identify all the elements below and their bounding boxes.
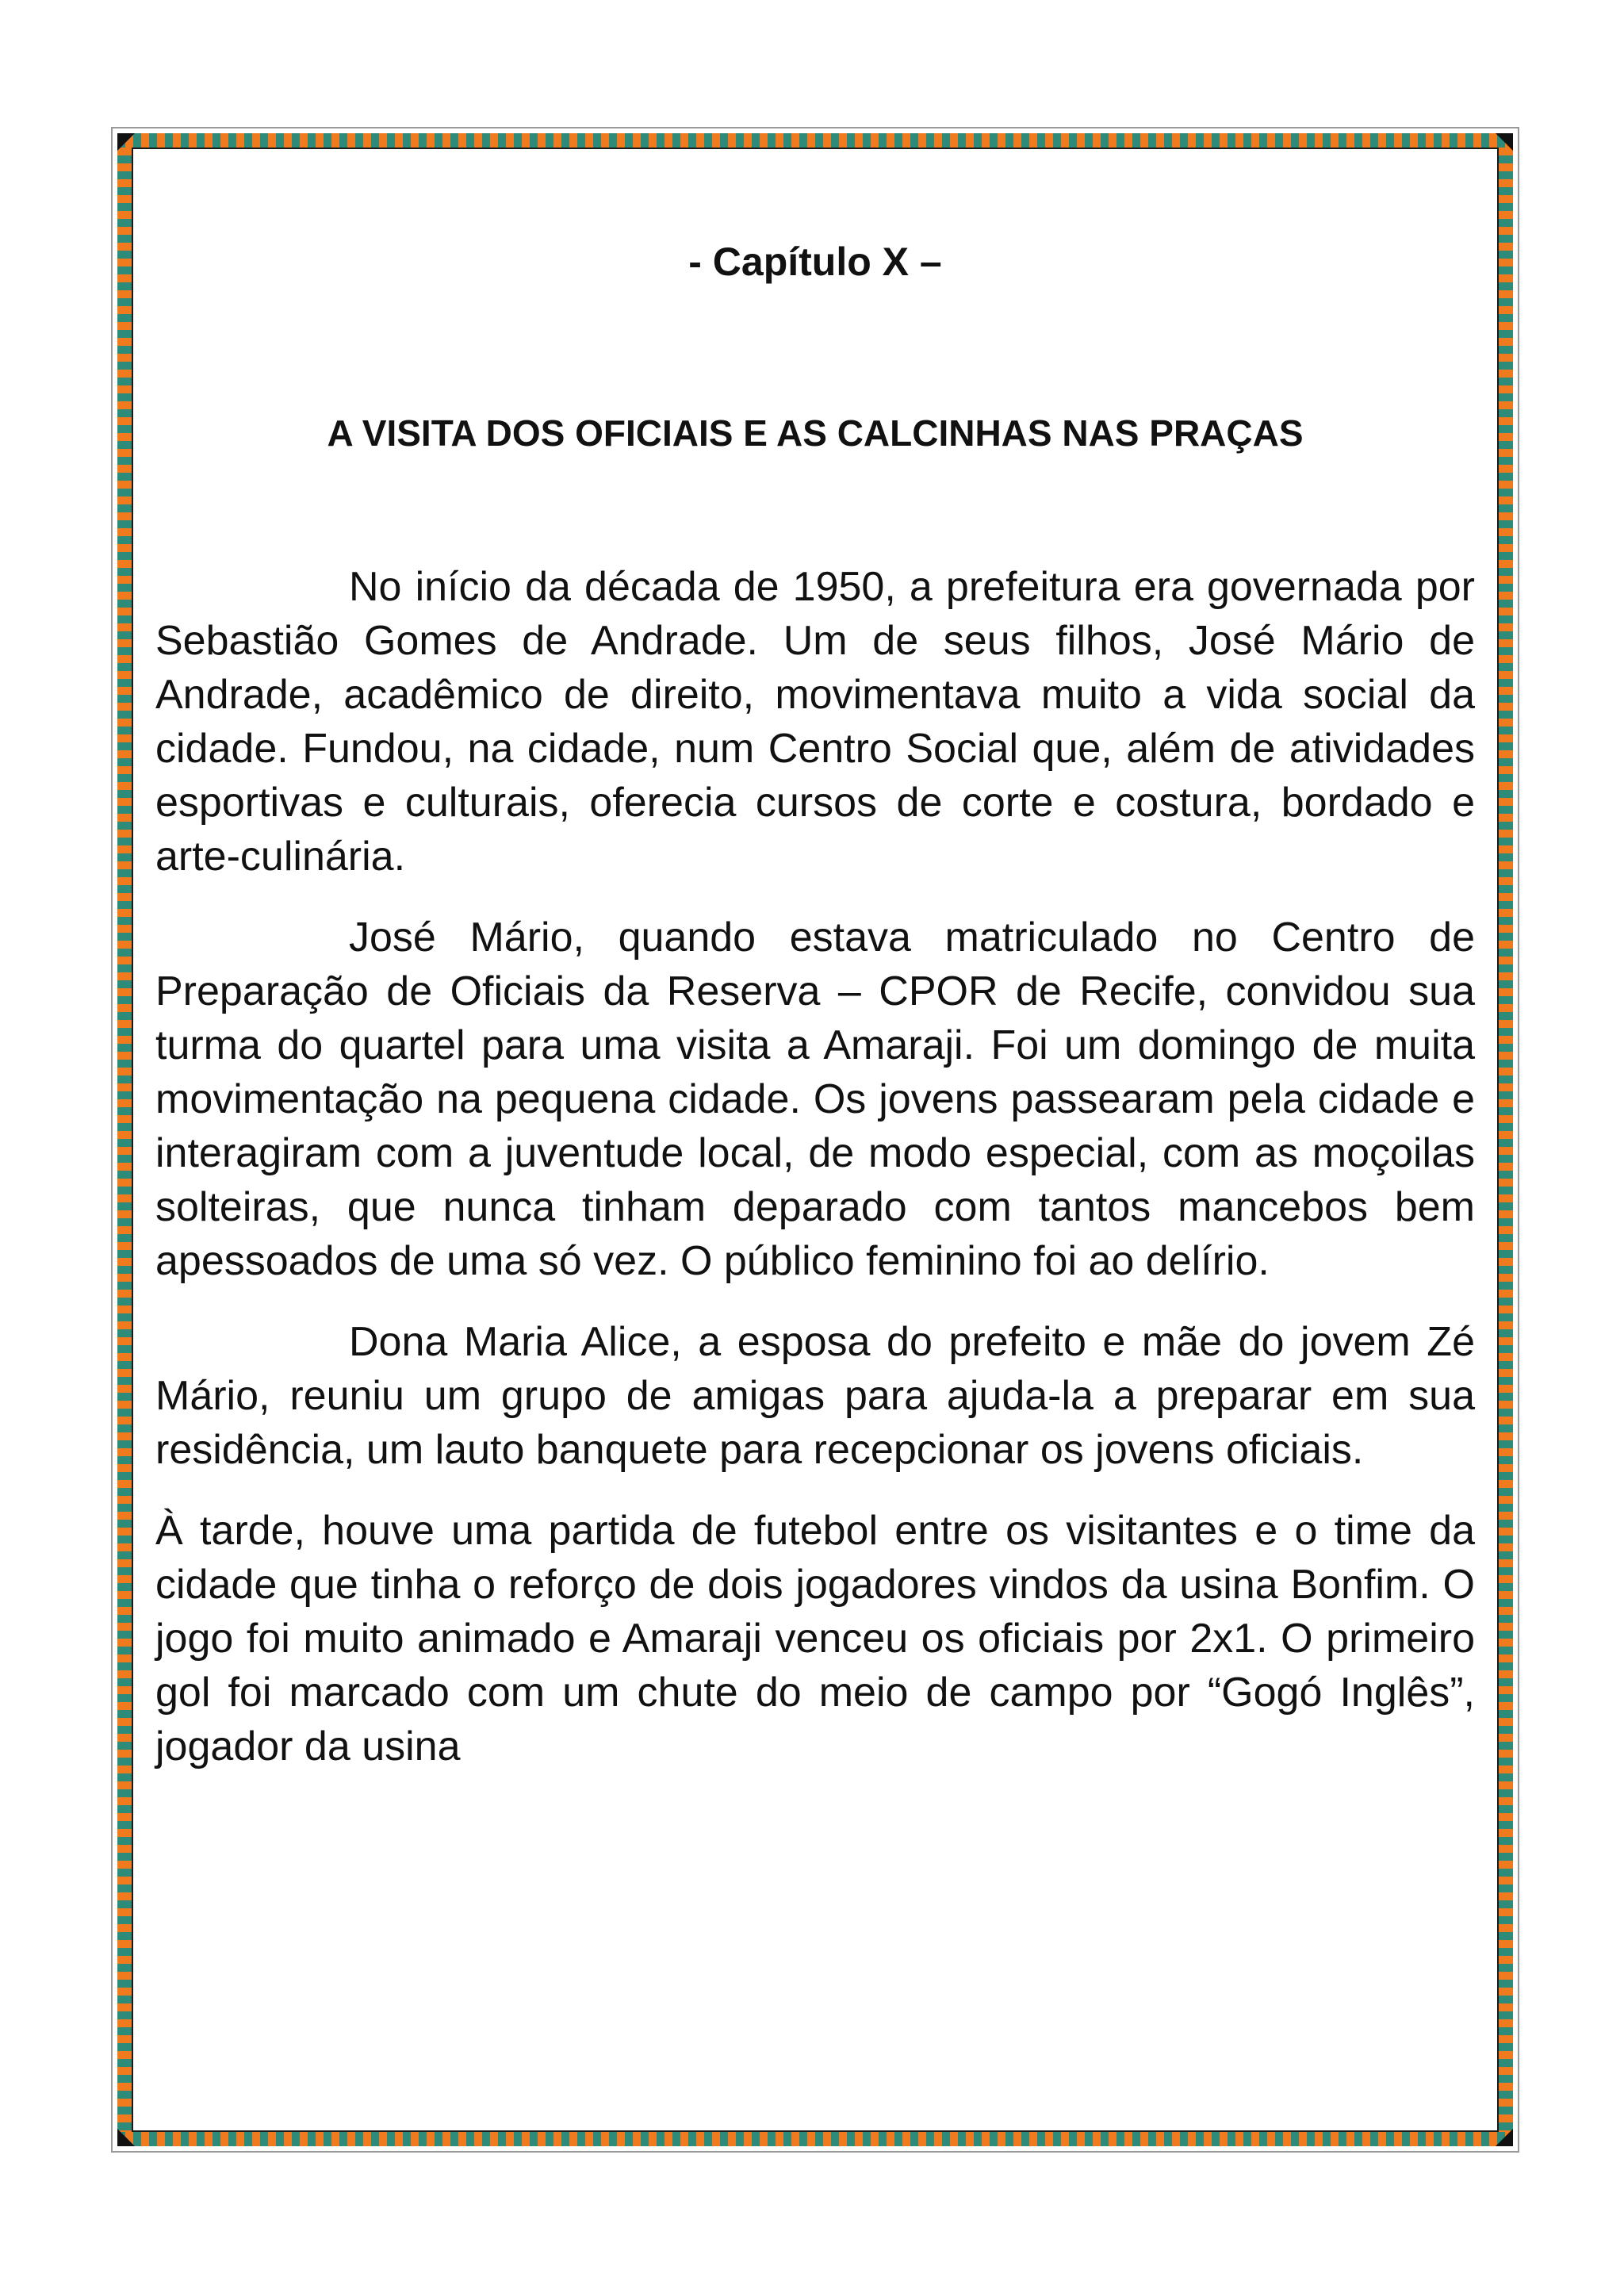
document-content: [155, 238, 1475, 1800]
chapter-heading: - Capítulo X –: [688, 240, 942, 284]
paragraph-2: José Mário, quando estava matriculado no Centro de Preparação de Oficiais da Reserva – CPOR de Recife, convidou sua turma do quartel para uma visita a Amaraji. Foi um domingo de muita movimentação na pequena cidade. Os jovens passearam pela cidade e interagiram com a juventude local, de modo especial, com as moçoilas solteiras, que nunca tinham deparado com tantos mancebos bem apessoados de uma só vez. O público feminino foi ao delírio.: [155, 914, 1475, 1284]
paragraph-3: Dona Maria Alice, a esposa do prefeito e mãe do jovem Zé Mário, reuniu um grupo de amigas para ajuda-la a preparar em sua residência, um lauto banquete para recepcionar os jovens oficiais.: [155, 1319, 1475, 1473]
paragraph-1: No início da década de 1950, a prefeitura era governada por Sebastião Gomes de Andrade. Um de seus filhos, José Mário de Andrade, acadêmico de direito, movimentava muito a vida social da cidade. Fundou, na cidade, num Centro Social que, além de atividades esportivas e culturais, oferecia cursos de corte e costura, bordado e arte-culinária.: [155, 564, 1475, 880]
paragraph-4: À tarde, houve uma partida de futebol entre os visitantes e o time da cidade que tinha o reforço de dois jogadores vindos da usina Bonfim. O jogo foi muito animado e Amaraji venceu os oficiais por 2x1. O primeiro gol foi marcado com um chute do meio de campo por “Gogó Inglês”, jogador da usina: [155, 1508, 1475, 1769]
chapter-title: A VISITA DOS OFICIAIS E AS CALCINHAS NAS PRAÇAS: [327, 412, 1304, 454]
